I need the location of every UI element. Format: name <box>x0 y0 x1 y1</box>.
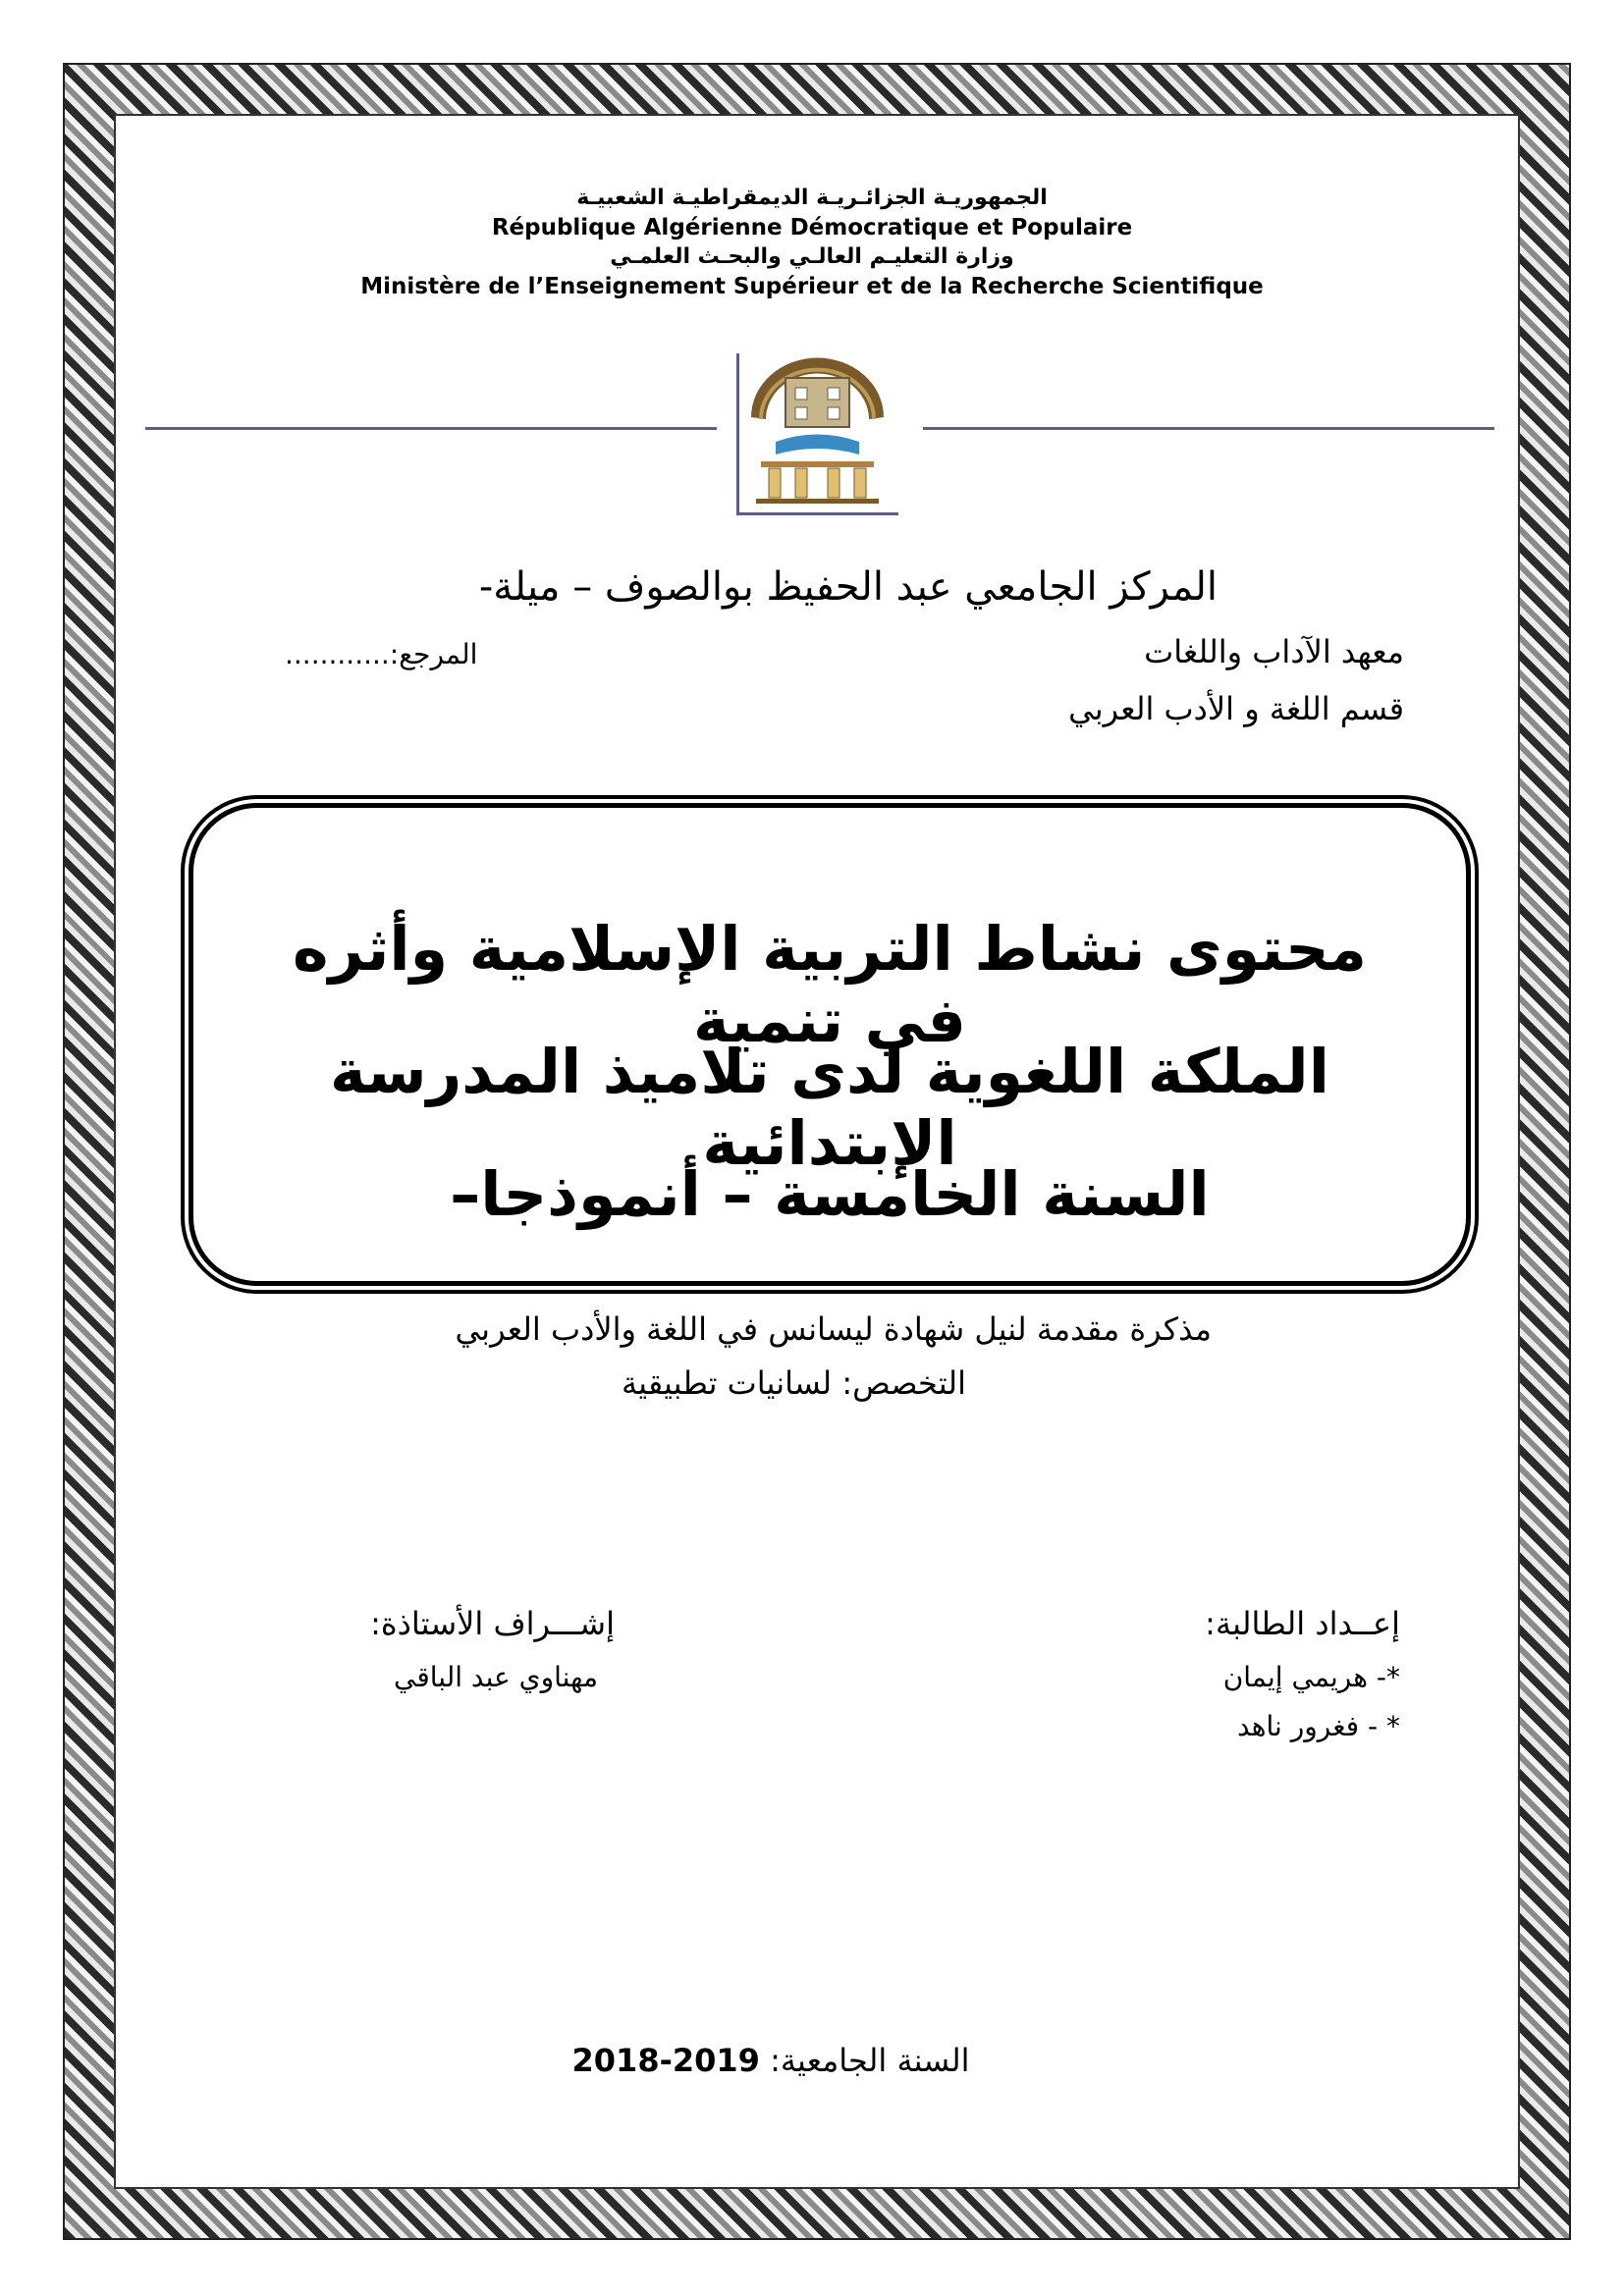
thesis-title-line-3: السنة الخامسة – أنموذجا– <box>450 1158 1210 1230</box>
university-logo-icon <box>731 348 903 520</box>
header-rule-right <box>923 427 1494 430</box>
student-name-2: * - فغرور ناهد <box>1237 1710 1400 1742</box>
thesis-title-line-1: محتوى نشاط التربية الإسلامية وأثره في تنمية <box>292 913 1368 1056</box>
thesis-title-line-2: الملكة اللغوية لدى تلاميذ المدرسة الإبتدائية <box>330 1036 1329 1179</box>
supervisor-label: إشـــراف الأستاذة: <box>370 1605 615 1642</box>
header-french-republic: République Algérienne Démocratique et Populaire <box>491 215 1133 240</box>
academic-year <box>550 2042 992 2079</box>
university-center-name: المركز الجامعي عبد الحفيظ بوالصوف – ميلة- <box>478 564 1218 610</box>
header-french-ministry: Ministère de l’Enseignement Supérieur et de la Recherche Scientifique <box>360 274 1264 299</box>
institute-name: معهد الآداب واللغات <box>1144 633 1404 670</box>
supervisor-name: مهناوي عبد الباقي <box>394 1661 598 1693</box>
student-name-1: *- هريمي إيمان <box>1222 1661 1400 1693</box>
students-label: إعــداد الطالبة: <box>1205 1605 1400 1642</box>
header-arabic-ministry: وزارة التعليـم العالـي والبحـث العلمـي <box>610 244 1014 269</box>
academic-year-label: السنة الجامعية: <box>770 2042 970 2079</box>
specialty: التخصص: لسانيات تطبيقية <box>622 1364 966 1402</box>
header-arabic-republic: الجمهوريـة الجزائـريـة الديمقراطيـة الشعبيـة <box>576 186 1048 210</box>
degree-statement: مذكرة مقدمة لنيل شهادة ليسانس في اللغة والأدب العربي <box>455 1310 1212 1348</box>
reference-field: المرجع:............ <box>285 638 478 670</box>
header-rule-left <box>145 427 717 430</box>
department-name: قسم اللغة و الأدب العربي <box>1068 690 1404 727</box>
academic-year-value: 2018-2019 <box>571 2042 760 2079</box>
